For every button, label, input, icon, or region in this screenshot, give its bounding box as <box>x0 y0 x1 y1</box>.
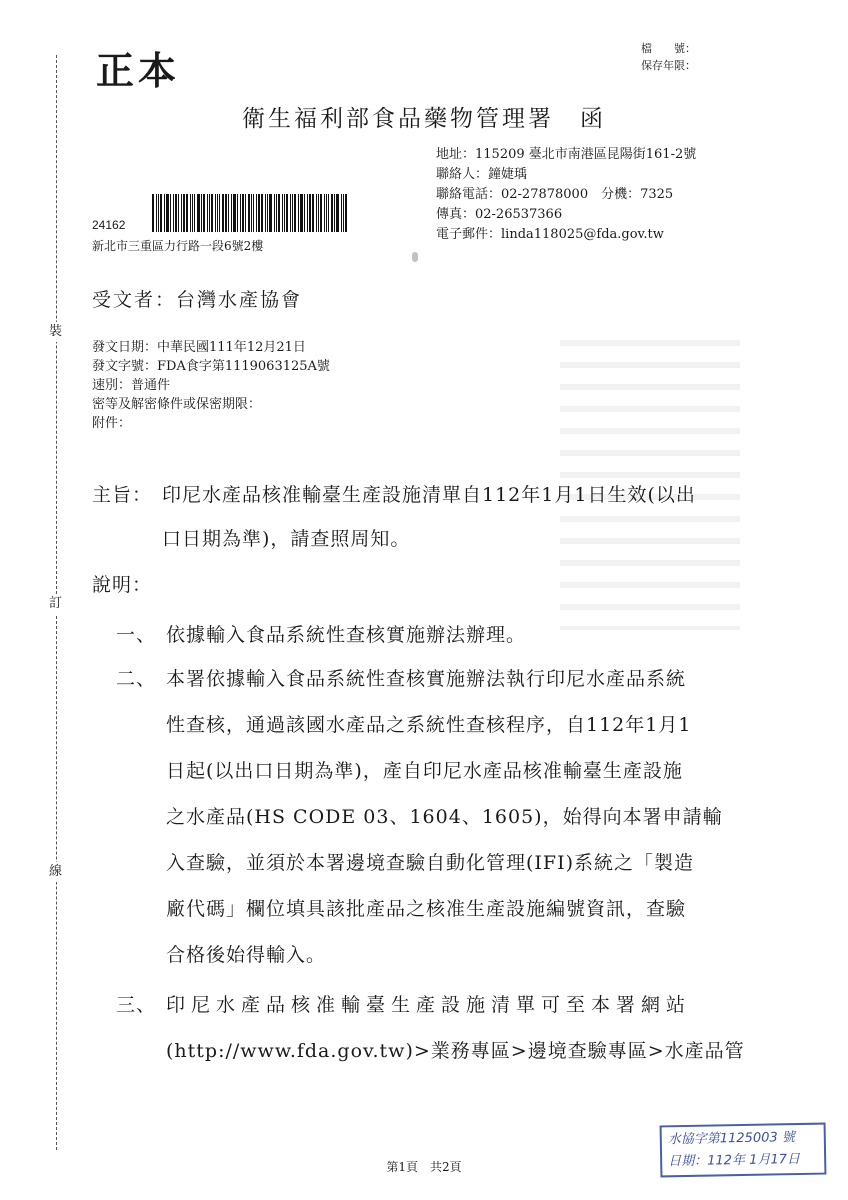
delivery-speed: 速別：普通件 <box>92 378 171 393</box>
item-1-line-1: 依據輸入食品系統性查核實施辦法辦理。 <box>166 624 527 646</box>
barcode-bar <box>286 194 288 232</box>
contact-block <box>436 145 696 245</box>
barcode-bar <box>300 194 303 232</box>
barcode-bar <box>209 194 210 232</box>
item-2-line-7: 合格後始得輸入。 <box>166 944 327 966</box>
barcode-bar <box>237 194 238 232</box>
barcode-bar <box>219 194 220 232</box>
barcode-bar <box>251 194 252 232</box>
email: 電子郵件：linda118025@fda.gov.tw <box>436 227 664 242</box>
barcode-bar <box>304 194 305 232</box>
receipt-stamp <box>660 1123 827 1178</box>
subject-line-2: 口日期為準)，請查照周知。 <box>162 528 411 550</box>
barcode-bar <box>282 194 283 232</box>
barcode-bar <box>194 194 195 232</box>
item-2-number: 二、 <box>116 668 157 690</box>
barcode-bar <box>197 194 200 232</box>
barcode-bar <box>292 194 293 232</box>
barcode-bar <box>240 194 241 232</box>
barcode-bar <box>261 194 263 232</box>
barcode-bar <box>278 194 280 232</box>
explanation-label: 說明： <box>92 574 153 596</box>
item-2-line-2: 性查核，通過該國水產品之系統性查核程序，自112年1月1 <box>166 714 692 736</box>
barcode-bar <box>158 194 159 232</box>
barcode-bar <box>173 194 174 232</box>
barcode <box>152 194 370 232</box>
barcode-bar <box>215 194 216 232</box>
item-1-number: 一、 <box>116 624 157 646</box>
barcode-bar <box>324 194 325 232</box>
barcode-bar <box>269 194 272 232</box>
file-meta <box>641 40 696 74</box>
item-2-line-6: 廠代碼」欄位填具該批產品之核准生產設施編號資訊，查驗 <box>166 898 687 920</box>
address: 地址：115209 臺北市南港區昆陽街161-2號 <box>436 147 697 162</box>
barcode-bar <box>228 194 229 232</box>
barcode-bar <box>284 194 285 232</box>
barcode-bar <box>207 194 208 232</box>
secrecy-level: 密等及解密條件或保密期限： <box>92 397 262 412</box>
barcode-bar <box>298 194 299 232</box>
barcode-bar <box>181 194 182 232</box>
fax: 傳真：02-26537366 <box>436 207 563 222</box>
item-2-line-4: 之水產品(HS CODE 03、1604、1605)，始得向本署申請輸 <box>166 806 723 828</box>
barcode-bar <box>343 194 344 232</box>
barcode-bar <box>217 194 218 232</box>
barcode-bar <box>192 194 193 232</box>
barcode-bar <box>336 194 339 232</box>
barcode-bar <box>152 194 154 232</box>
barcode-bar <box>307 194 308 232</box>
barcode-bar <box>160 194 162 232</box>
barcode-bar <box>290 194 291 232</box>
attachment: 附件： <box>92 416 132 431</box>
barcode-bar <box>203 194 205 232</box>
barcode-bar <box>258 194 260 232</box>
binding-mark-xian: 線 <box>49 862 62 882</box>
scan-smudge <box>412 252 418 262</box>
barcode-bar <box>164 194 165 232</box>
barcode-bar <box>276 194 277 232</box>
retention-label: 保存年限： <box>641 59 696 72</box>
barcode-bar <box>190 194 191 232</box>
receipt-date: 日期：112年 1月17日 <box>668 1152 801 1170</box>
receiver: 受文者：台灣水產協會 <box>92 289 303 311</box>
barcode-bar <box>316 194 317 232</box>
barcode-bar <box>211 194 213 232</box>
barcode-bar <box>267 194 268 232</box>
document-number: 發文字號：FDA食字第1119063125A號 <box>92 359 330 374</box>
original-copy-stamp: 正本 <box>96 48 181 93</box>
barcode-bar <box>233 194 236 232</box>
barcode-bar <box>245 194 246 232</box>
issue-date: 發文日期：中華民國111年12月21日 <box>92 340 306 355</box>
page-footer: 第1頁 共2頁 <box>386 1160 462 1174</box>
barcode-bar <box>256 194 257 232</box>
zip-code: 24162 <box>92 218 126 232</box>
barcode-bar <box>183 194 185 232</box>
barcode-bar <box>166 194 169 232</box>
file-number-label: 檔 號： <box>641 42 696 55</box>
item-3-number: 三、 <box>116 994 157 1016</box>
barcode-bar <box>331 194 333 232</box>
barcode-bar <box>294 194 296 232</box>
barcode-bar <box>178 194 179 232</box>
barcode-bar <box>253 194 254 232</box>
item-2-line-5: 入查驗，並須於本署邊境查驗自動化管理(IFI)系統之「製造 <box>166 852 695 874</box>
barcode-bar <box>312 194 314 232</box>
item-2-line-1: 本署依據輸入食品系統性查核實施辦法執行印尼水產品系統 <box>166 668 687 690</box>
barcode-bar <box>225 194 227 232</box>
barcode-bar <box>156 194 157 232</box>
item-2-line-3: 日起(以出口日期為準)，產自印尼水產品核准輸臺生產設施 <box>166 760 683 782</box>
barcode-bar <box>231 194 232 232</box>
item-3-line-1: 印尼水產品核准輸臺生產設施清單可至本署網站 <box>166 994 692 1016</box>
receipt-number: 水協字第1125003 號 <box>667 1130 795 1148</box>
phone: 聯絡電話：02-27878000 分機：7325 <box>436 187 674 202</box>
barcode-bar <box>328 194 329 232</box>
barcode-bar <box>341 194 342 232</box>
barcode-bar <box>274 194 275 232</box>
barcode-bar <box>248 194 250 232</box>
recipient-address: 新北市三重區力行路一段6號2樓 <box>92 239 264 253</box>
subject-label: 主旨： <box>92 484 153 506</box>
barcode-bar <box>222 194 224 232</box>
barcode-bar <box>170 194 171 232</box>
barcode-bar <box>320 194 322 232</box>
barcode-bar <box>345 194 347 232</box>
contact-person: 聯絡人：鐘婕瑀 <box>436 167 528 182</box>
document-meta <box>92 338 330 433</box>
barcode-bar <box>334 194 335 232</box>
org-title: 衛生福利部食品藥物管理署 函 <box>242 106 606 132</box>
barcode-bar <box>242 194 244 232</box>
subject-line-1: 印尼水產品核准輸臺生產設施清單自112年1月1日生效(以出 <box>162 484 696 506</box>
item-3-line-2: (http://www.fda.gov.tw)>業務專區>邊境查驗專區>水產品管 <box>166 1040 745 1062</box>
barcode-bar <box>175 194 177 232</box>
barcode-bar <box>326 194 327 232</box>
binding-mark-zhuang: 裝 <box>49 322 62 342</box>
barcode-bar <box>318 194 319 232</box>
barcode-bar <box>265 194 266 232</box>
barcode-bar <box>309 194 311 232</box>
barcode-bar <box>201 194 202 232</box>
binding-mark-ding: 訂 <box>49 594 62 614</box>
barcode-bar <box>186 194 188 232</box>
